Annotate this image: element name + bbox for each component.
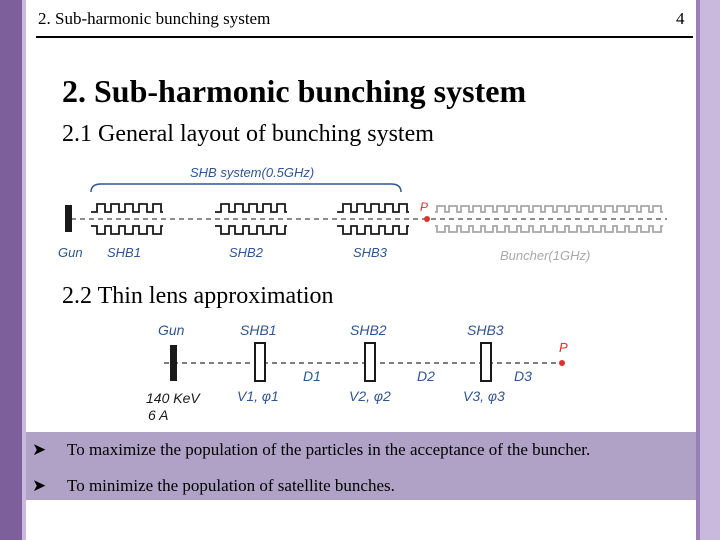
section-heading-thin-lens: 2.2 Thin lens approximation [62, 283, 334, 309]
bullet-text: To minimize the population of satellite bunches. [67, 476, 395, 495]
lens-point-p-marker [559, 360, 565, 366]
lens-shb3-label: SHB3 [467, 322, 504, 338]
drift-d3-label: D3 [514, 368, 532, 384]
lens-shb1-gap [255, 343, 265, 381]
shb-system-label: SHB system(0.5GHz) [190, 165, 315, 180]
drift-d2-label: D2 [417, 368, 435, 384]
lens-shb3-gap [481, 343, 491, 381]
drift-d1-label: D1 [303, 368, 321, 384]
shb1-label: SHB1 [107, 245, 141, 260]
bunching-layout-diagram [55, 160, 675, 268]
gun-block [65, 205, 72, 232]
lens-point-p-label: P [559, 340, 568, 355]
point-p-marker [424, 216, 430, 222]
shb2-label: SHB2 [229, 245, 263, 260]
voltage-3-label: V3, φ3 [463, 388, 505, 404]
header-divider [36, 36, 693, 38]
page-number: 4 [676, 9, 685, 28]
left-frame-bar [0, 0, 22, 540]
lens-shb2-gap [365, 343, 375, 381]
shb3-label: SHB3 [353, 245, 387, 260]
buncher-label: Buncher(1GHz) [500, 248, 591, 263]
voltage-1-label: V1, φ1 [237, 388, 279, 404]
lens-shb1-label: SHB1 [240, 322, 277, 338]
arrow-bullet-icon: ➤ [32, 476, 47, 495]
arrow-bullet-icon: ➤ [32, 440, 47, 459]
lens-gun-block [170, 345, 177, 381]
lens-shb2-label: SHB2 [350, 322, 387, 338]
lens-gun-label: Gun [158, 322, 185, 338]
gun-energy-label: 140 KeV [146, 390, 200, 406]
thin-lens-diagram [140, 318, 600, 426]
gun-label: Gun [58, 245, 83, 260]
gun-current-label: 6 A [148, 407, 169, 423]
bullet-text: To maximize the population of the particles in the acceptance of the buncher. [67, 440, 591, 459]
voltage-2-label: V2, φ2 [349, 388, 391, 404]
point-p-label: P [420, 200, 429, 214]
shb-system-brace [91, 184, 401, 192]
bullet-item [32, 476, 395, 496]
slide-title: 2. Sub-harmonic bunching system [62, 73, 527, 109]
bullet-item [32, 440, 590, 460]
section-heading-layout: 2.1 General layout of bunching system [62, 121, 434, 147]
right-frame-bar [700, 0, 720, 540]
header-title: 2. Sub-harmonic bunching system [38, 9, 271, 28]
